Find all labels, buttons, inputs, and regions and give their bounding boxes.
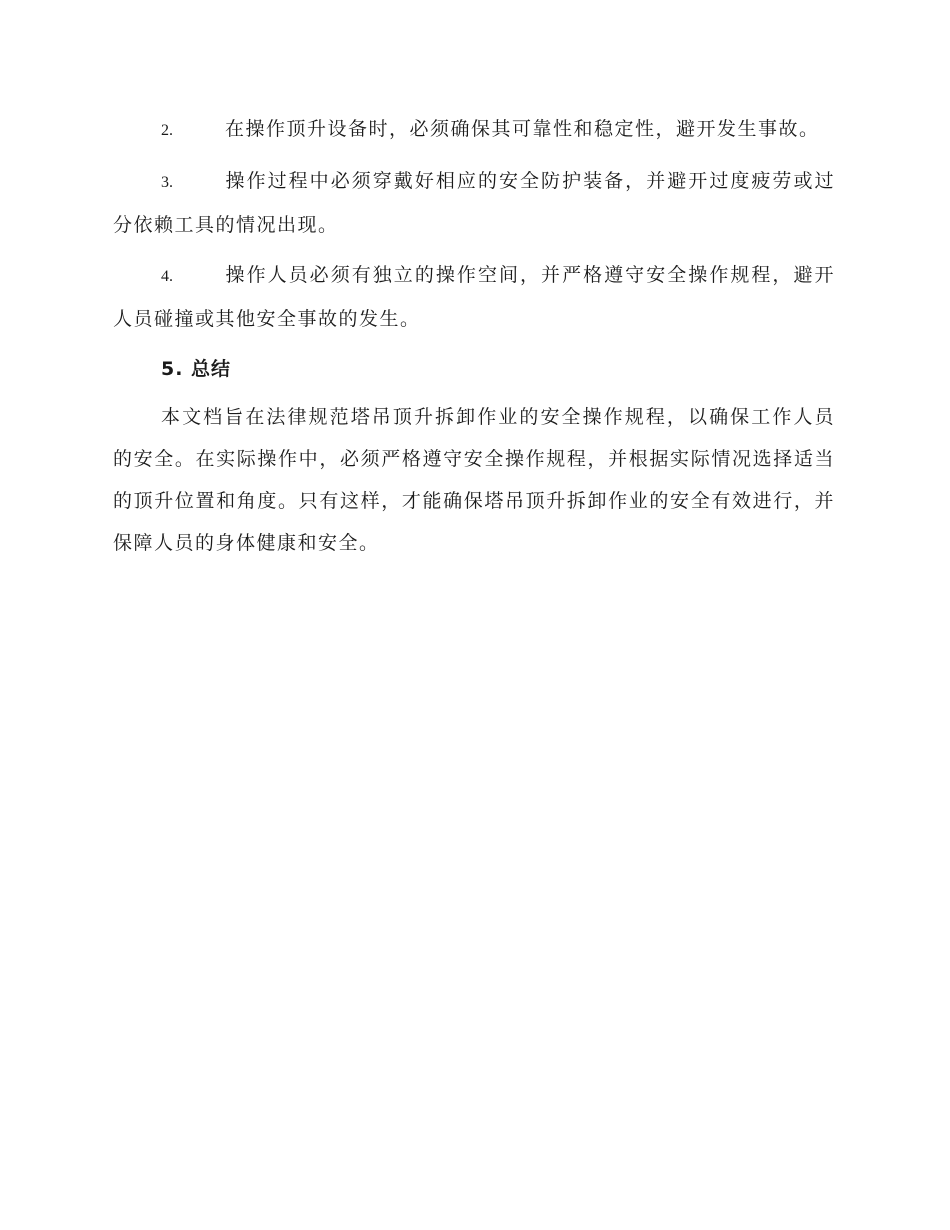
document-content (113, 108, 835, 564)
list-item-number: 4. (161, 268, 173, 285)
list-item-text: 操作过程中必须穿戴好相应的安全防护装备，并避开过度疲劳或过分依赖工具的情况出现。 (113, 170, 835, 236)
list-item-2 (113, 108, 835, 152)
section-heading-summary: 5. 总结 (161, 358, 232, 380)
list-item-number: 3. (161, 174, 173, 191)
list-item-4 (113, 254, 835, 340)
list-item-text: 操作人员必须有独立的操作空间，并严格遵守安全操作规程，避开人员碰撞或其他安全事故的发生。 (113, 264, 835, 330)
summary-paragraph: 本文档旨在法律规范塔吊顶升拆卸作业的安全操作规程，以确保工作人员的安全。在实际操作中，必须严格遵守安全操作规程，并根据实际情况选择适当的顶升位置和角度。只有这样，才能确保塔吊顶升拆卸作业的安全有效进行，并保障人员的身体健康和安全。 (113, 406, 835, 554)
list-item-text: 在操作顶升设备时，必须确保其可靠性和稳定性，避开发生事故。 (225, 118, 820, 140)
list-item-3 (113, 160, 835, 246)
list-item-number: 2. (161, 122, 173, 139)
